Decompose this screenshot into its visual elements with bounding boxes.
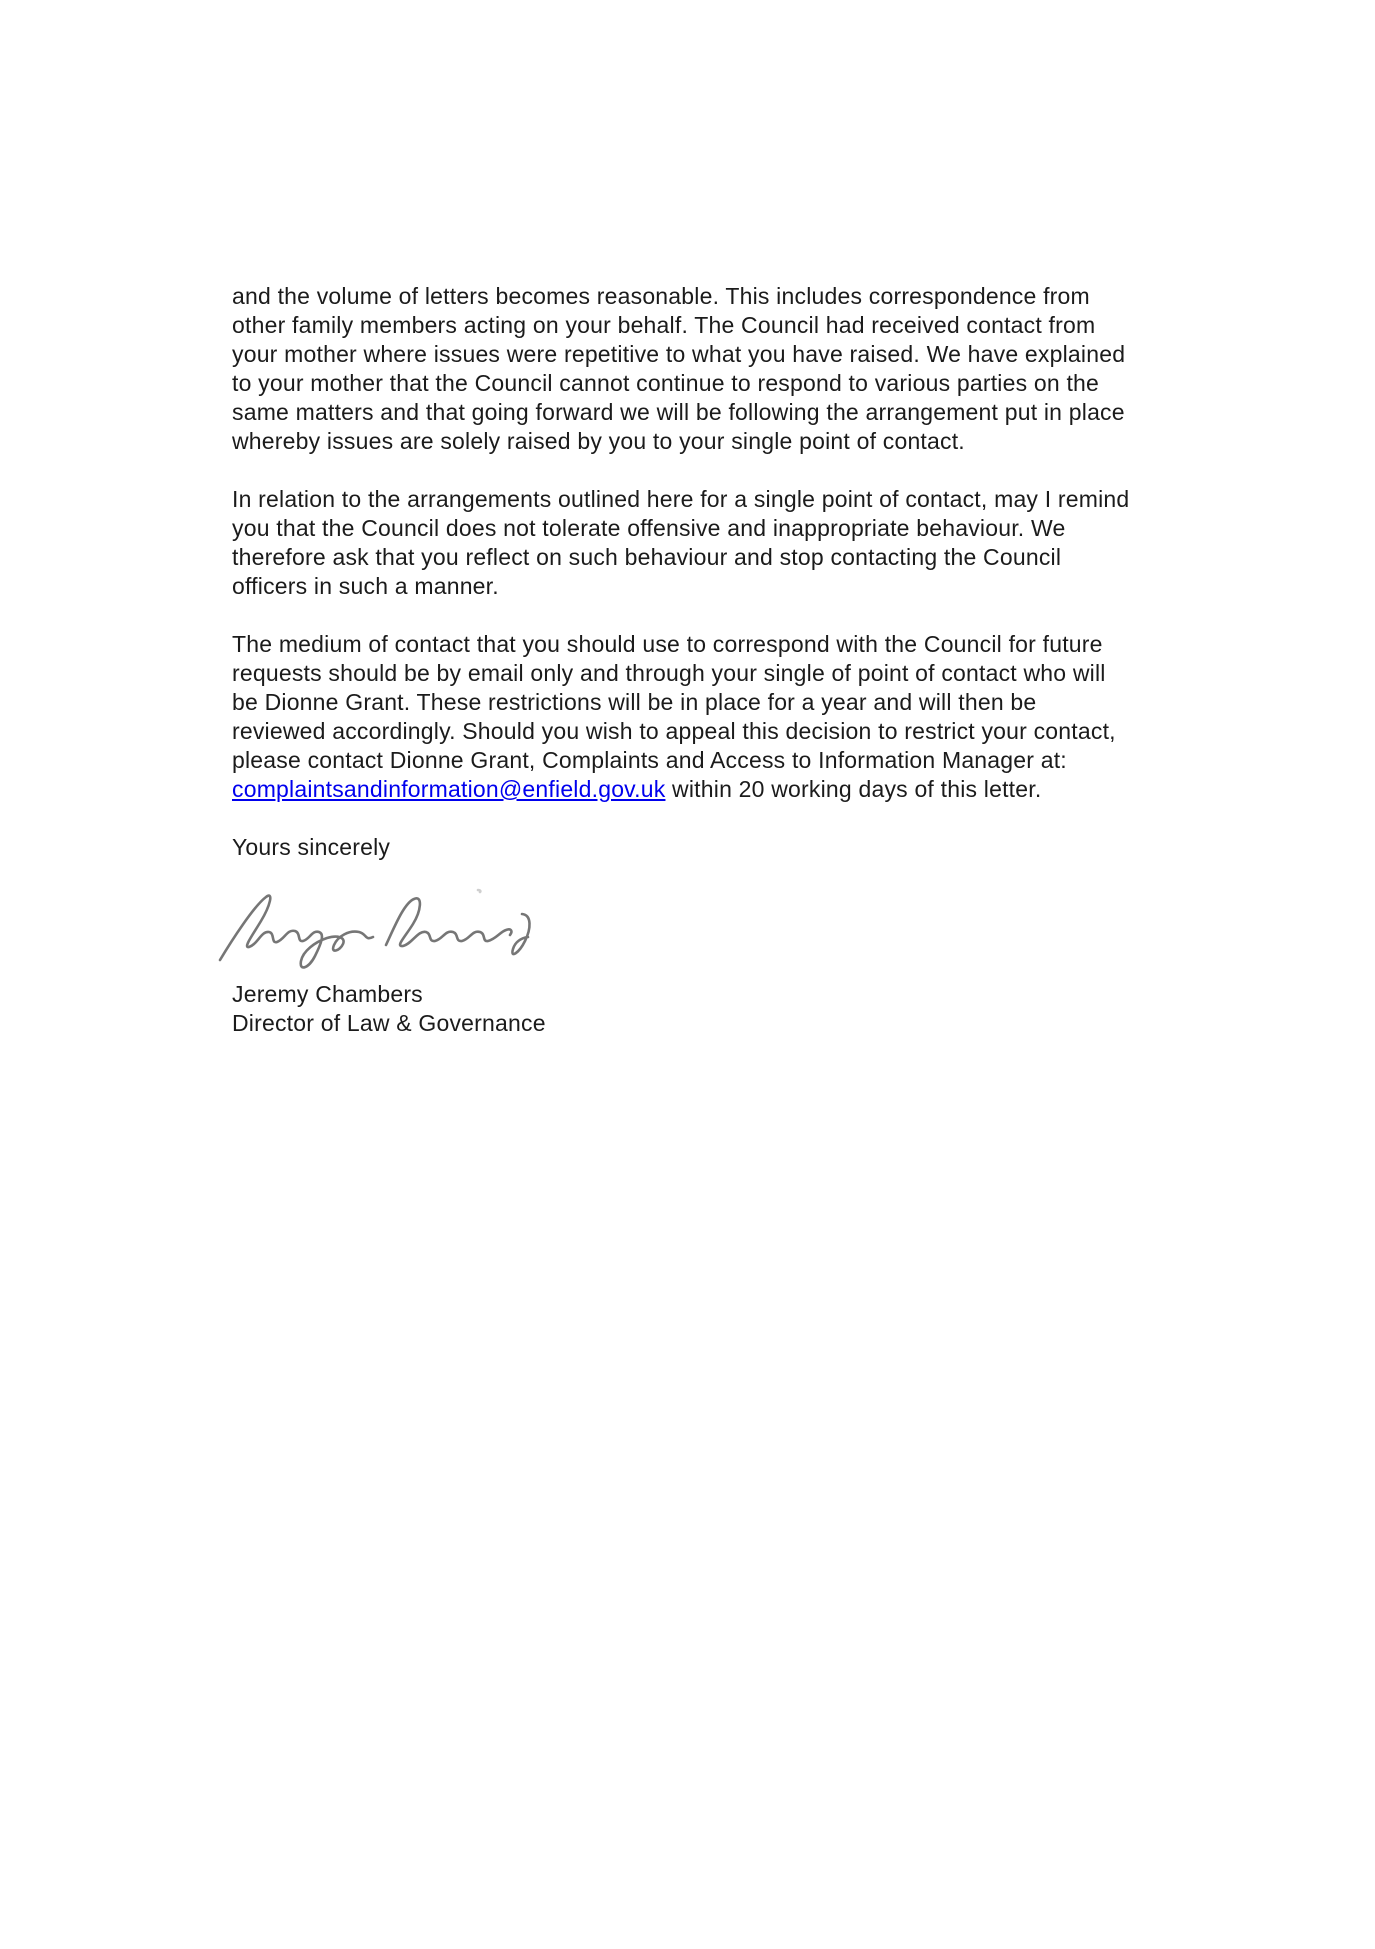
valediction: Yours sincerely — [232, 834, 391, 860]
text-line: requests should be by email only and through your single of point of contact who will — [232, 660, 1106, 686]
text-line: your mother where issues were repetitive to what you have raised. We have explained — [232, 341, 1126, 367]
text-line: officers in such a manner. — [232, 573, 499, 599]
after-email-text: within 20 working days of this letter. — [665, 776, 1042, 802]
paragraph-2 — [232, 485, 1312, 601]
letter-body — [232, 282, 1312, 1038]
paragraph-1 — [232, 282, 1312, 456]
signatory-title: Director of Law & Governance — [232, 1010, 546, 1036]
signatory-name: Jeremy Chambers — [232, 981, 423, 1007]
text-line: same matters and that going forward we will be following the arrangement put in place — [232, 399, 1125, 425]
text-line: reviewed accordingly. Should you wish to appeal this decision to restrict your contact, — [232, 718, 1116, 744]
text-line: be Dionne Grant. These restrictions will be in place for a year and will then be — [232, 689, 1037, 715]
paragraph-3-final-line — [232, 775, 1312, 804]
signature-area — [232, 862, 1312, 980]
text-line: In relation to the arrangements outlined here for a single point of contact, may I remind — [232, 486, 1130, 512]
handwritten-signature-image — [216, 886, 552, 972]
text-line: other family members acting on your behalf. The Council had received contact from — [232, 312, 1096, 338]
text-line: The medium of contact that you should use to correspond with the Council for future — [232, 631, 1103, 657]
text-line: to your mother that the Council cannot continue to respond to various parties on the — [232, 370, 1100, 396]
text-line: and the volume of letters becomes reasonable. This includes correspondence from — [232, 283, 1090, 309]
paragraph-3 — [232, 630, 1312, 804]
text-line: you that the Council does not tolerate offensive and inappropriate behaviour. We — [232, 515, 1066, 541]
paragraph-3-lines — [232, 630, 1312, 775]
text-line: please contact Dionne Grant, Complaints and Access to Information Manager at: — [232, 747, 1067, 773]
text-line: whereby issues are solely raised by you to your single point of contact. — [232, 428, 965, 454]
text-line: therefore ask that you reflect on such behaviour and stop contacting the Council — [232, 544, 1062, 570]
email-link[interactable]: complaintsandinformation@enfield.gov.uk — [232, 776, 666, 802]
